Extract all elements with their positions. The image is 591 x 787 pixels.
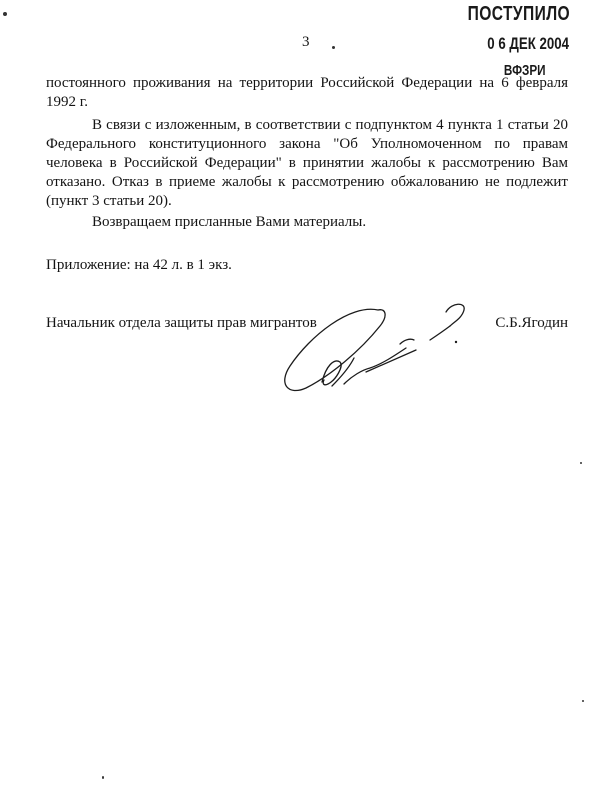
paragraph-refusal: В связи с изложенным, в соответствии с подпунктом 4 пункта 1 статьи 20 Федерального конституционного закона "Об Уполномоченном по правам человека в Российской Федерации" в принятии жалобы к рассмотрению Вам отказано. Отказ в приеме жалобы к рассмотрению обжалованию не подлежит (пункт 3 статьи 20). — [46, 117, 568, 209]
signatory-position: Начальник отдела защиты прав мигрантов — [46, 315, 317, 331]
received-stamp — [468, 4, 569, 80]
paragraph-continuation: постоянного проживания на территории Российской Федерации на 6 февраля 1992 г. — [46, 75, 568, 110]
signatory-name: С.Б.Ягодин — [495, 315, 568, 331]
page-number: 3 — [302, 34, 310, 50]
handwritten-signature — [270, 296, 470, 406]
scan-speck — [580, 462, 582, 464]
stamp-received-label: ПОСТУПИЛО — [467, 3, 571, 25]
attachment-line: Приложение: на 42 л. в 1 экз. — [46, 257, 232, 273]
stamp-department: ВФЗРИ — [503, 62, 546, 79]
scan-speck — [332, 46, 335, 49]
scan-speck — [3, 12, 7, 16]
stamp-date: 0 6 ДЕК 2004 — [487, 34, 569, 53]
scan-speck — [102, 776, 104, 779]
scan-speck — [582, 700, 584, 702]
paragraph-return-materials: Возвращаем присланные Вами материалы. — [92, 214, 367, 230]
